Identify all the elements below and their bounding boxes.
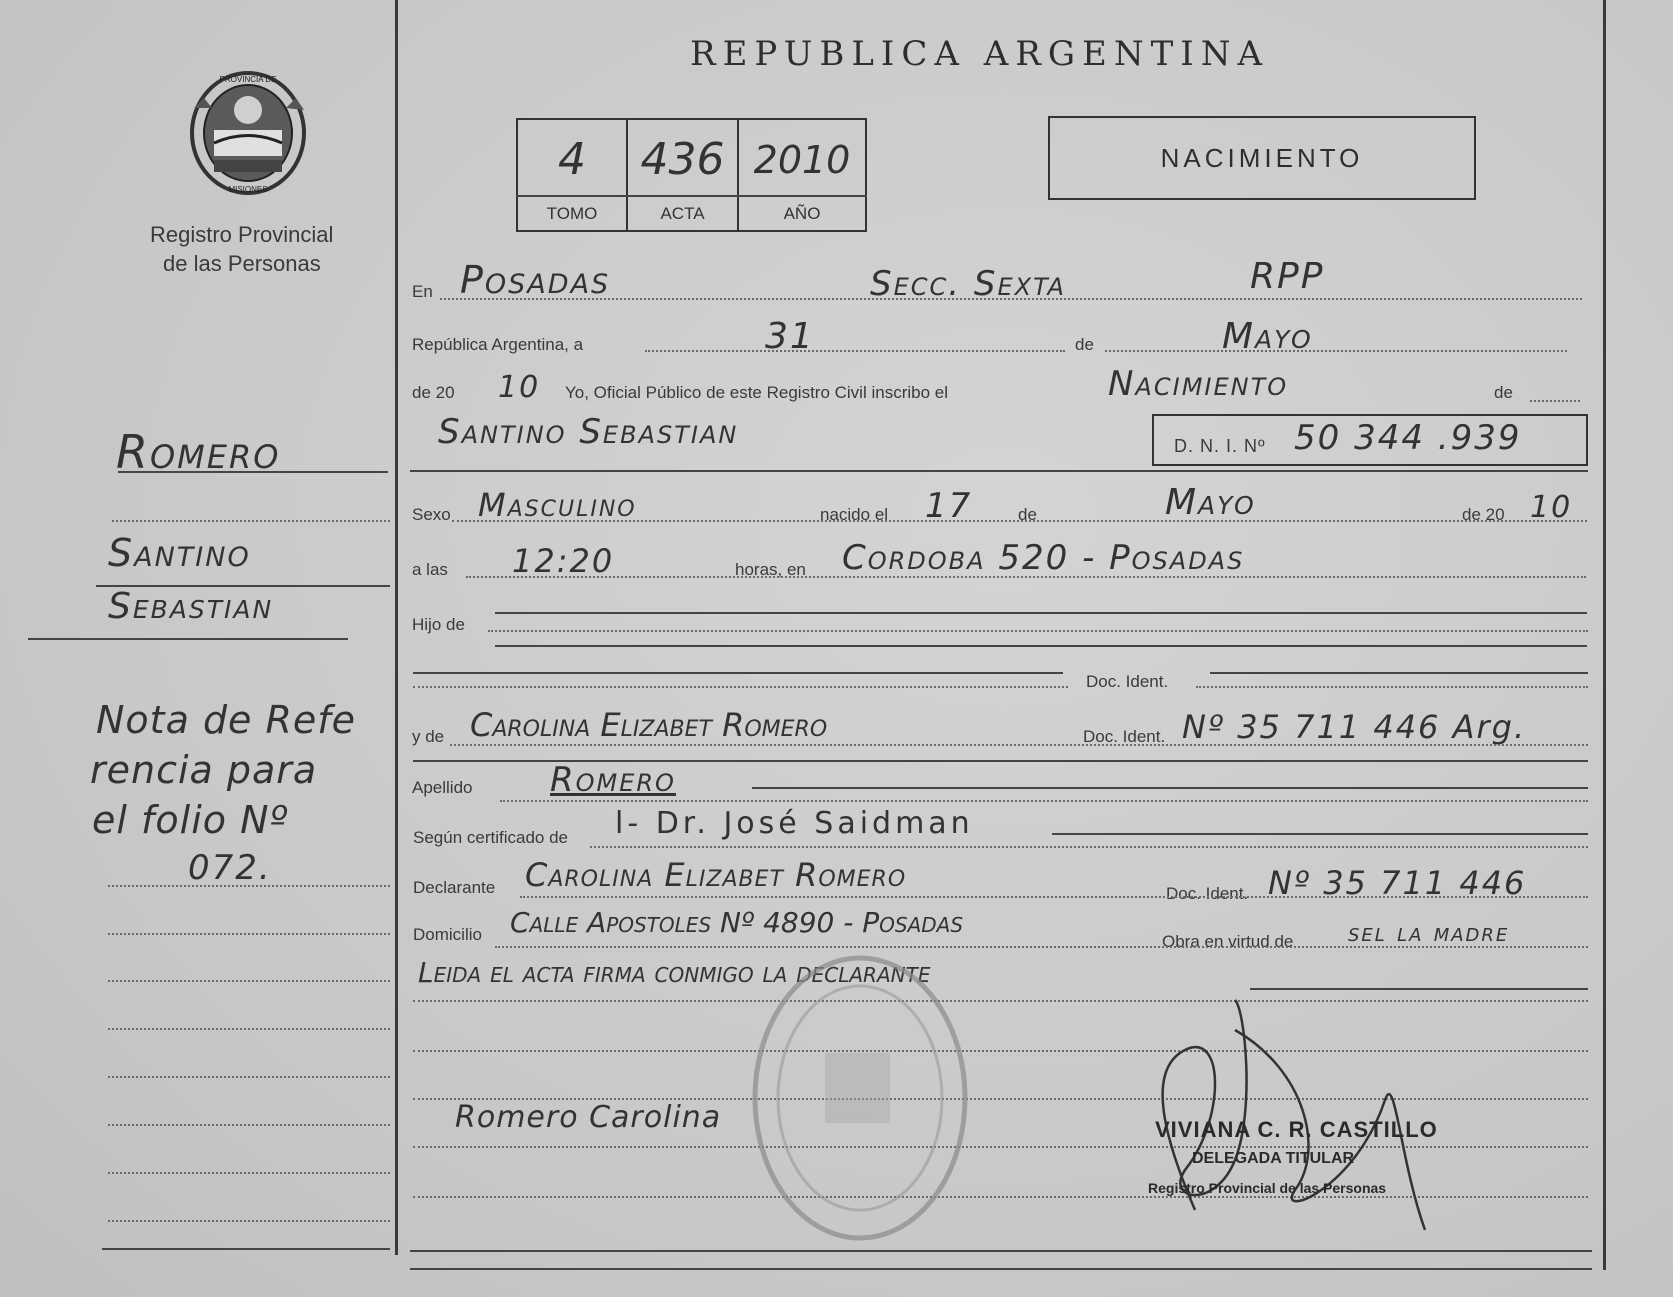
margin-line — [108, 980, 390, 982]
child-name-value: Santino Sebastian — [438, 412, 739, 452]
domicilio-label: Domicilio — [413, 925, 482, 944]
yde-label: y de — [412, 727, 445, 746]
mother-name-value: Carolina Elizabet Romero — [470, 706, 828, 744]
obra-label: Obra en virtud de — [1162, 932, 1294, 951]
section-value: Secc. Sexta — [870, 264, 1066, 304]
official-title: DELEGADA TITULAR — [1192, 1150, 1355, 1167]
official-name: VIVIANA C. R. CASTILLO — [1155, 1117, 1438, 1142]
provincial-seal-icon — [186, 68, 311, 198]
de20b-label: de 20 — [1462, 505, 1505, 524]
margin-name1: Santino — [108, 531, 251, 575]
record-box-divider — [516, 195, 867, 197]
left-column-divider — [395, 0, 398, 1255]
margin-line — [108, 1220, 390, 1222]
dni-label: D. N. I. Nº — [1174, 436, 1266, 456]
form-line — [410, 1268, 1592, 1270]
form-line — [413, 672, 1063, 674]
seal-bottom-text: MISIONES — [228, 185, 268, 194]
margin-line — [108, 1076, 390, 1078]
de20-label: de 20 — [412, 383, 455, 402]
alas-label: a las — [412, 560, 448, 579]
day-value: 31 — [765, 316, 815, 357]
anio-value: 2010 — [753, 138, 851, 182]
time-value: 12:20 — [512, 542, 615, 580]
birth-month-value: Mayo — [1165, 482, 1256, 523]
form-line — [500, 800, 1588, 802]
mother-doc-value: Nº 35 711 446 Arg. — [1182, 708, 1527, 746]
form-line — [495, 612, 1587, 614]
form-line — [1105, 350, 1567, 352]
margin-name2: Sebastian — [108, 586, 274, 627]
margin-line — [102, 1248, 390, 1250]
margin-surname: Romero — [116, 425, 281, 479]
form-line — [488, 630, 1588, 632]
margin-note-line4: 072. — [188, 848, 272, 888]
year-suffix-value: 10 — [498, 370, 541, 405]
form-line — [410, 1250, 1592, 1252]
domicilio-value: Calle Apostoles Nº 4890 - Posadas — [510, 906, 964, 939]
republica-label: República Argentina, a — [412, 335, 584, 354]
margin-line — [108, 1028, 390, 1030]
declarante-value: Carolina Elizabet Romero — [525, 856, 907, 894]
margin-line — [108, 1172, 390, 1174]
doc-ident2-label: Doc. Ident. — [1083, 727, 1166, 746]
registry-name-line1: Registro Provincial — [150, 222, 334, 247]
margin-note-line2: rencia para — [90, 748, 318, 792]
official-round-stamp-icon — [745, 948, 975, 1248]
event-value: Nacimiento — [1108, 364, 1289, 404]
margin-line — [108, 933, 390, 935]
form-line — [752, 787, 1588, 789]
form-line — [1052, 833, 1588, 835]
officer-text: Yo, Oficial Público de este Registro Civil inscribo el — [565, 383, 948, 402]
dni-box — [1152, 414, 1588, 466]
form-line — [495, 946, 1588, 948]
month-value: Mayo — [1222, 316, 1313, 357]
birth-year-suffix-value: 10 — [1530, 490, 1573, 525]
anio-label: AÑO — [783, 204, 821, 223]
closing-text: Leida el acta firma conmigo la declarante — [418, 956, 931, 989]
form-line — [495, 645, 1587, 647]
record-type-box — [1048, 116, 1476, 200]
record-type-label: NACIMIENTO — [1160, 143, 1364, 173]
en-label: En — [412, 282, 433, 301]
official-signature-icon — [1125, 990, 1465, 1240]
margin-line — [112, 520, 390, 522]
doctor-value: l- Dr. José Saidman — [615, 806, 974, 841]
horas-label: horas, en — [735, 560, 806, 579]
form-line — [590, 846, 1588, 848]
margin-note-line1: Nota de Refe — [96, 698, 357, 742]
apellido-label: Apellido — [412, 778, 473, 797]
birth-place-value: Cordoba 520 - Posadas — [842, 538, 1245, 578]
sexo-value: Masculino — [478, 486, 637, 524]
doc-ident-label: Doc. Ident. — [1086, 672, 1169, 691]
de-label: de — [1075, 335, 1094, 354]
declarante-doc-value: Nº 35 711 446 — [1268, 864, 1527, 902]
dni-value: 50 344 .939 — [1294, 418, 1522, 458]
registry-name-line2: de las Personas — [163, 251, 321, 276]
margin-line — [108, 885, 390, 887]
official-org: Registro Provincial de las Personas — [1148, 1180, 1387, 1196]
margin-note-line3: el folio Nº — [92, 798, 289, 842]
doc-ident3-label: Doc. Ident. — [1166, 884, 1249, 903]
form-line — [410, 470, 1588, 472]
segun-label: Según certificado de — [413, 828, 568, 847]
rpp-value: RPP — [1250, 256, 1325, 297]
nacido-label: nacido el — [820, 505, 889, 524]
margin-line — [108, 1124, 390, 1126]
obra-value: sel la madre — [1348, 918, 1510, 948]
place-value: Posadas — [460, 258, 611, 302]
sexo-label: Sexo — [412, 505, 451, 524]
birth-day-value: 17 — [925, 486, 973, 526]
tomo-value: 4 — [558, 134, 586, 185]
margin-line — [118, 471, 388, 473]
margin-line — [28, 638, 348, 640]
form-line — [440, 298, 1582, 300]
anio-cell — [737, 118, 867, 232]
declarante-label: Declarante — [413, 878, 496, 897]
form-line — [1196, 686, 1588, 688]
de3-label: de — [1018, 505, 1037, 524]
form-line — [645, 350, 1065, 352]
country-title: REPUBLICA ARGENTINA — [690, 34, 1270, 74]
seal-top-text: PROVINCIA DE — [219, 75, 277, 84]
tomo-cell — [516, 118, 628, 232]
right-border — [1603, 0, 1606, 1270]
form-line — [452, 520, 1587, 522]
form-line — [450, 744, 1588, 746]
apellido-value: Romero — [550, 760, 676, 800]
declarant-signature: Romero Carolina — [455, 1100, 722, 1135]
form-line — [520, 896, 1588, 898]
form-line — [1210, 672, 1588, 674]
acta-cell — [626, 118, 739, 232]
form-line — [413, 686, 1068, 688]
hijo-label: Hijo de — [412, 615, 465, 634]
acta-value: 436 — [640, 134, 725, 185]
acta-label: ACTA — [660, 204, 705, 223]
form-line — [1530, 400, 1580, 402]
tomo-label: TOMO — [546, 204, 598, 223]
form-line — [466, 576, 1586, 578]
de2-label: de — [1494, 383, 1513, 402]
